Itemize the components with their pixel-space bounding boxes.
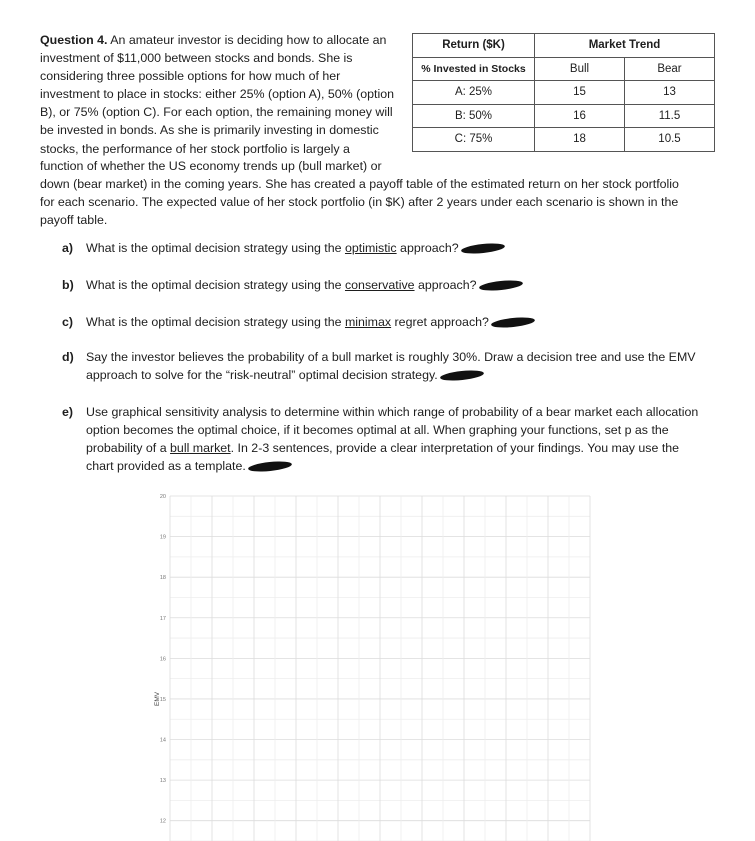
intro-line: An amateur investor is deciding how to allocate an <box>110 33 387 47</box>
table-header-row <box>413 34 715 58</box>
cont-line: payoff table. <box>40 213 108 228</box>
table-row <box>413 104 715 128</box>
part-e-underlined: bull market <box>170 441 231 455</box>
chart-grid <box>170 496 590 841</box>
invested-header: % Invested in Stocks <box>413 57 535 81</box>
table-row <box>413 128 715 152</box>
bull-header: Bull <box>535 57 625 81</box>
part-b-underlined: conservative <box>344 278 415 292</box>
part-b-text: What is the optimal decision strategy using the <box>86 278 345 292</box>
intro-line: be invested in bonds. As she is primarily investing in domestic <box>40 123 379 138</box>
scribble-mark <box>478 279 523 293</box>
emv-chart-template <box>150 492 595 841</box>
part-d <box>62 348 722 384</box>
return-header: Return ($K) <box>413 34 535 58</box>
part-e-label: e) <box>62 405 74 419</box>
part-e <box>62 403 722 475</box>
bear-cell: 11.5 <box>625 104 715 128</box>
scribble-mark <box>491 316 536 330</box>
part-d-line: Say the investor believes the probability of a bull market is roughly 30%. Draw a decision tree and use the EMV <box>86 350 696 364</box>
market-trend-header: Market Trend <box>535 34 715 58</box>
question-intro <box>40 31 400 158</box>
part-a <box>62 239 722 257</box>
part-c-text: What is the optimal decision strategy using the <box>86 315 345 329</box>
bear-header: Bear <box>625 57 715 81</box>
y-tick-label: 18 <box>159 575 166 582</box>
intro-line: B), or 75% (option C). For each option, the remaining money will <box>40 105 393 120</box>
part-a-underlined: optimistic <box>344 241 397 255</box>
y-tick-label: 15 <box>159 696 166 703</box>
part-c <box>62 313 722 331</box>
part-b-text-end: approach? <box>414 278 477 292</box>
bull-cell: 18 <box>535 128 625 152</box>
part-b <box>62 276 722 294</box>
bull-cell: 15 <box>535 81 625 105</box>
intro-line: considering three possible options for how much of her <box>40 69 341 84</box>
part-e-line: Use graphical sensitivity analysis to determine within which range of probability of a bear market each allocation <box>86 405 699 419</box>
option-cell: B: 50% <box>413 104 535 128</box>
part-e-text: probability of a <box>86 441 171 455</box>
question-continuation <box>40 157 720 229</box>
part-e-text-end: . In 2-3 sentences, provide a clear interpretation of your findings. You may use the <box>230 441 680 455</box>
option-cell: A: 25% <box>413 81 535 105</box>
intro-line: investment of $11,000 between stocks and bonds. She is <box>40 51 353 66</box>
y-tick-label: 12 <box>159 818 166 825</box>
cont-line: function of whether the US economy trends up (bull market) or <box>40 159 382 173</box>
cont-line: for each scenario. The expected value of her stock portfolio (in $K) after 2 years under each scenario is shown in the <box>40 195 679 210</box>
part-d-line: approach to solve for the “risk-neutral” optimal decision strategy. <box>86 368 438 382</box>
y-axis-label: EMV <box>154 691 161 706</box>
intro-line: stocks, the performance of her stock portfolio is largely a <box>40 141 350 156</box>
part-a-text: What is the optimal decision strategy using the <box>86 241 345 255</box>
bull-cell: 16 <box>535 104 625 128</box>
payoff-table <box>412 33 715 152</box>
scribble-mark <box>460 242 505 256</box>
y-tick-label: 20 <box>159 494 166 500</box>
part-c-text-end: regret approach? <box>391 315 489 329</box>
intro-line: investment to place in stocks: either 25% (option A), 50% (option <box>40 87 395 102</box>
question-label: Question 4. <box>40 33 108 47</box>
table-subheader-row <box>413 57 715 81</box>
y-tick-label: 13 <box>159 778 166 785</box>
part-a-text-end: approach? <box>396 241 459 255</box>
y-tick-label: 14 <box>159 737 166 744</box>
part-c-underlined: minimax <box>344 315 392 329</box>
option-cell: C: 75% <box>413 128 535 152</box>
part-b-label: b) <box>62 278 74 292</box>
bear-cell: 13 <box>625 81 715 105</box>
bear-cell: 10.5 <box>625 128 715 152</box>
y-axis-ticks <box>160 494 166 825</box>
table-row <box>413 81 715 105</box>
part-e-line: option becomes the optimal choice, if it becomes optimal at all. When graphing your functions, set p as the <box>86 423 669 437</box>
cont-line: down (bear market) in the coming years. She has created a payoff table of the estimated return on her stock portfolio <box>40 177 679 192</box>
y-tick-label: 16 <box>159 656 166 663</box>
scribble-mark <box>439 369 484 383</box>
y-tick-label: 17 <box>159 615 166 622</box>
part-c-label: c) <box>62 315 74 329</box>
y-tick-label: 19 <box>159 534 166 541</box>
scribble-mark <box>247 460 292 474</box>
part-d-label: d) <box>62 350 74 364</box>
part-a-label: a) <box>62 241 74 255</box>
part-e-line: chart provided as a template. <box>86 459 246 473</box>
